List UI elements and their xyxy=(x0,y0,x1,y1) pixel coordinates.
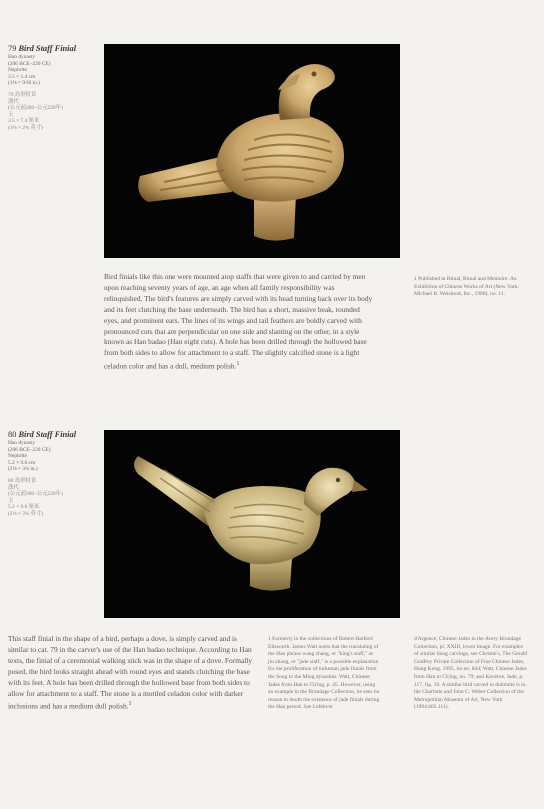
item-79-description: Bird finials like this one were mounted atop staffs that were given to and carried by men upon reaching seventy years of age, an age when all family responsibility was relinquished. The bird's features are simply carved with its head turning back over its body and its feet clutching the base underneath. The bird has a short, massive beak, rounded eyes, and prominent ears. The lines of its wings and tail feathers are boldly carved with pronounced cuts that are perpendicular on one side and slanting on the other, in a style known as Han badao (Han eight cuts). A hole has been drilled through the hollowed base from both sides to allow for attachment to a staff. The slightly calcified stone is a light celadon color and has a dull, medium polish.$^1$ xyxy=(104,272,373,371)
cjk-material: 玉 xyxy=(8,497,14,504)
bird-finial-photo xyxy=(104,44,400,258)
item-number: 79 xyxy=(8,44,17,53)
cjk-dimensions-cm: 5.2 × 9.6 厘米 xyxy=(8,504,40,511)
cjk-material: 玉 xyxy=(8,111,14,118)
dynasty: Han dynasty xyxy=(8,54,36,60)
bird-finial-image xyxy=(104,44,400,258)
dove-finial-image xyxy=(104,430,400,618)
dimensions-in: (1⅜ × 9⁄16 in.) xyxy=(8,80,40,87)
item-79-footnote: 1 Published in Ritual, Ritual and Memoire: An Exhibition of Chinese Works of Art (New York: Michael B. Weisbrod, Inc., 1980), no. 11. xyxy=(414,276,520,298)
dimensions-in: (2⅛ × 3¾ in.) xyxy=(8,466,38,473)
item-title xyxy=(8,430,100,440)
item-80-footnote-col-1: 1 Formerly in the collections of Robert Harford Ellsworth. James Watt notes that the translating of the Han phrase wang zhang, or "king's staff," as jiu zhang, or "jade staff," is a possible explanation for the proliferation of turkestan jade finials from the Song to the Ming dynasties. Watt, Chinese Jades from Han to Ch'ing, p. 45. However, using an example in the Brundage Collection, he sees no reason to doubt the existence of jade finials during the Han period. See Lefebvre xyxy=(268,636,380,711)
dove-finial-photo xyxy=(104,430,400,618)
cjk-dimensions-in: (1⅜ × 2¾ 英寸) xyxy=(8,124,43,131)
item-number: 80 xyxy=(8,430,17,439)
dynasty: Han dynasty xyxy=(8,440,36,446)
cjk-period: (公元前206–公元220年) xyxy=(8,491,63,498)
item-name: Bird Staff Finial xyxy=(18,44,77,53)
cjk-dynasty: 漢代 xyxy=(8,98,19,105)
cjk-dynasty: 漢代 xyxy=(8,484,19,491)
period: (206 BCE–220 CE) xyxy=(8,446,51,453)
item-name: Bird Staff Finial xyxy=(18,430,77,439)
item-80-description: This staff finial in the shape of a bird, perhaps a dove, is simply carved and is similar to cat. 79 in the carver's use of the Han badao technique. According to Han texts, the finial of a ceremonial walking stick was in the shape of a dove. Formally posed, the bird looks straight ahead with round eyes and stands clutching the base with its feet. A hole has been drilled through the hollowed base from both sides to allow for attachment to a staff. The stone is a mottled celadon color with darker inclusions and has a medium dull polish.$^1$ xyxy=(8,634,253,711)
cjk-dimensions-cm: 3.5 × 7.4 厘米 xyxy=(8,118,40,125)
footnote-ref: 1 xyxy=(128,701,132,708)
cjk-period: (公元前206–公元220年) xyxy=(8,105,63,112)
cjk-title: 80 鳥形杖首 xyxy=(8,477,37,484)
item-title xyxy=(8,44,100,54)
period: (206 BCE–220 CE) xyxy=(8,60,51,67)
footnote-ref: 1 xyxy=(236,361,240,368)
caption-item-79 xyxy=(8,44,100,132)
material: Nephrite xyxy=(8,67,27,74)
material: Nephrite xyxy=(8,453,27,460)
cjk-title: 79 鳥形杖首 xyxy=(8,91,37,98)
item-80-footnote-col-2: d'Argencé, Chinese Jades in the Avery Brundage Collection, pl. XXIII, lower image. For examples of similar Song carvings, see Christie's, The Gerald Godfrey Private Collection of Fine Chinese Jades, Hong Kong, 1995, lot no. 844; Watt, Chinese Jades from Han to Ch'ing, no. 79; and Keverne, Jade, p. 117, fig. 10. A similar bird carved in dolomite is in the Charlotte and John C. Weber Collection of the Metropolitan Museum of Art, New York (1994.605.111). xyxy=(414,636,528,711)
cjk-dimensions-in: (2⅛ × 3¾ 英寸) xyxy=(8,510,43,517)
dimensions-cm: 3.5 × 1.4 cm xyxy=(8,73,36,80)
caption-item-80 xyxy=(8,430,100,518)
dimensions-cm: 5.2 × 9.6 cm xyxy=(8,459,36,466)
